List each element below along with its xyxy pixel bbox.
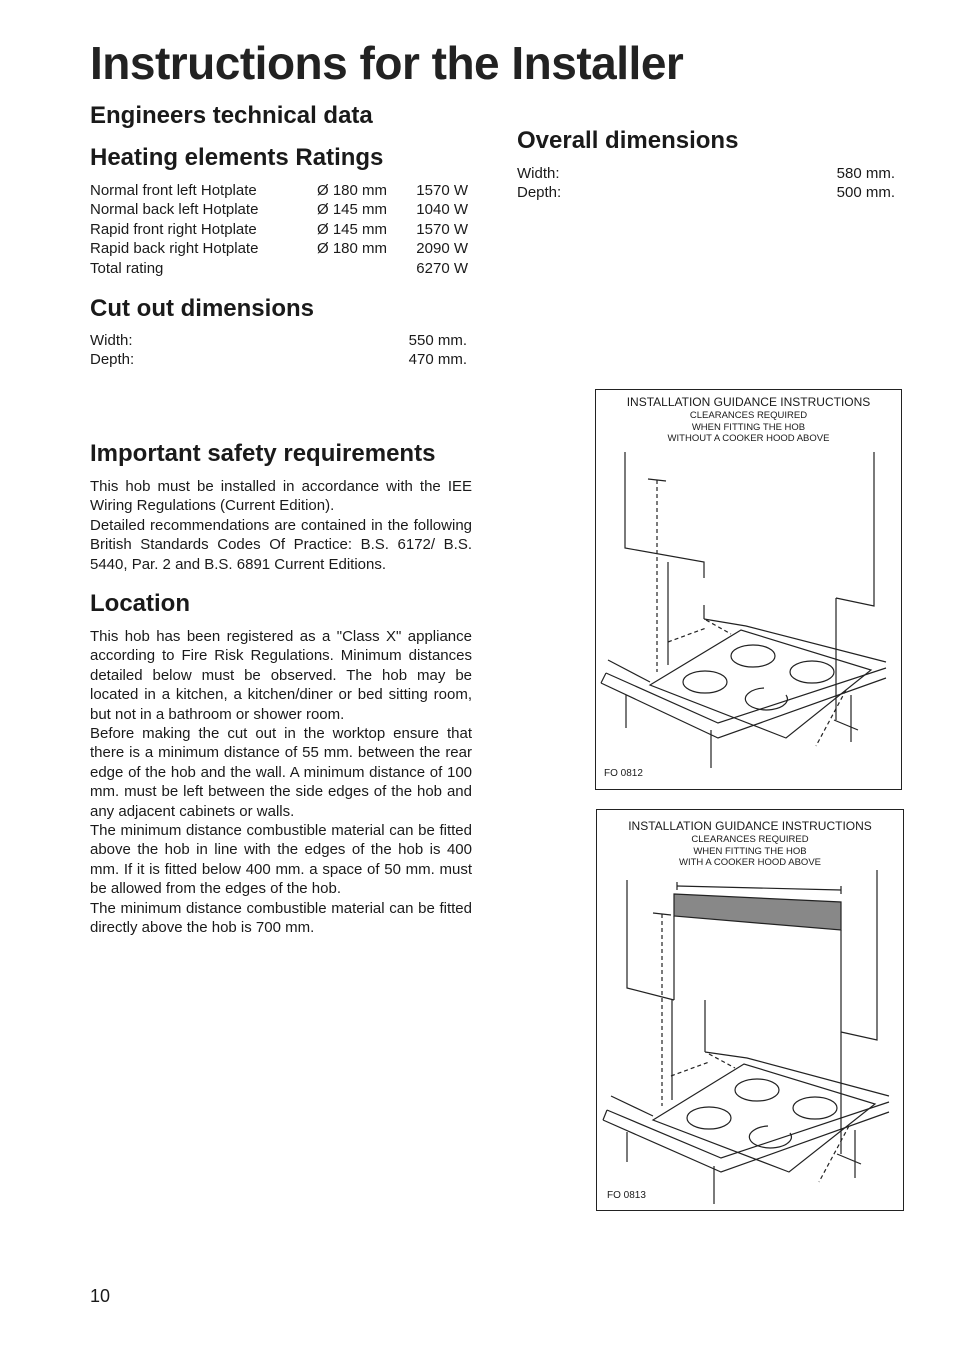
figure-subtitle: WITH A COOKER HOOD ABOVE (679, 857, 821, 868)
ratings-heading: Heating elements Ratings (90, 144, 384, 171)
cutout-row-depth (90, 350, 467, 369)
ratings-row (90, 220, 468, 239)
cutout-heading: Cut out dimensions (90, 295, 314, 322)
ratings-row-total (90, 259, 468, 278)
ratings-power: 1570 W (416, 182, 468, 199)
ratings-diameter: Ø 145 mm (317, 220, 388, 238)
location-heading: Location (90, 590, 190, 617)
figure-title: INSTALLATION GUIDANCE INSTRUCTIONS (628, 819, 872, 833)
ratings-power: 1570 W (416, 220, 468, 238)
cutout-row-width (90, 331, 467, 350)
figure-code: FO 0813 (607, 1190, 646, 1201)
cutout-label: Depth: (90, 351, 135, 369)
figure-subtitle: CLEARANCES REQUIRED (691, 834, 809, 845)
figure-subtitle: WHEN FITTING THE HOB (693, 845, 807, 857)
ratings-name: Rapid back right Hotplate (90, 240, 259, 258)
ratings-name: Normal front left Hotplate (90, 182, 257, 199)
cutout-label: Width: (90, 332, 133, 349)
engineers-heading: Engineers technical data (90, 102, 373, 129)
figure-without-hood (595, 389, 902, 790)
figure-with-hood (596, 809, 904, 1211)
figure-subtitle: CLEARANCES REQUIRED (689, 410, 808, 421)
hob-diagram-with-hood (597, 810, 902, 1209)
location-paragraph: The minimum distance combustible material can be fitted above the hob in line with the edges of the hob is 400 mm. If it is fitted below 400 mm. a space of 50 mm. must be allowed from the edges of the hob. (90, 822, 472, 898)
ratings-diameter: Ø 180 mm (317, 240, 388, 258)
ratings-name: Rapid front right Hotplate (90, 220, 257, 238)
ratings-diameter: Ø 180 mm (317, 182, 388, 199)
page-title: Instructions for the Installer (90, 37, 684, 89)
figure-title: INSTALLATION GUIDANCE INSTRUCTIONS (626, 395, 871, 409)
safety-heading: Important safety requirements (90, 440, 436, 467)
location-paragraph: The minimum distance combustible material can be fitted directly above the hob is 700 mm. (90, 899, 472, 937)
location-paragraph: Before making the cut out in the worktop ensure that there is a minimum distance of 55 mm. between the rear edge of the hob and the wall. A minimum distance of 100 mm. must be left between the side edges of the hob and any adjacent cabinets or walls. (90, 725, 472, 820)
safety-text (90, 477, 472, 574)
figure-code: FO 0812 (604, 768, 643, 779)
ratings-name: Total rating (90, 259, 164, 277)
page-number: 10 (90, 1286, 111, 1306)
location-text (90, 627, 472, 938)
location-paragraph: This hob has been registered as a "Class X" appliance according to Fire Risk Regulations. Minimum distances detailed below must be observed. The hob may be located in a kitchen, a kitchen/diner or bed sitting room, but not in a bathroom or shower room. (90, 628, 472, 723)
safety-paragraph: This hob must be installed in accordance with the IEE Wiring Regulations (Current Edition). (90, 478, 472, 515)
overall-label: Width: (517, 165, 560, 182)
ratings-power: 2090 W (416, 240, 468, 258)
ratings-row (90, 181, 468, 200)
ratings-row (90, 239, 468, 258)
hob-diagram-without-hood (596, 390, 900, 788)
overall-row-depth (517, 183, 895, 202)
overall-value: 580 mm. (836, 165, 895, 182)
cutout-value: 550 mm. (408, 332, 467, 349)
ratings-power: 1040 W (416, 201, 468, 219)
figure-subtitle: WITHOUT A COOKER HOOD ABOVE (667, 433, 830, 444)
overall-heading: Overall dimensions (517, 127, 739, 154)
ratings-row (90, 200, 468, 219)
ratings-power: 6270 W (416, 259, 468, 277)
ratings-name: Normal back left Hotplate (90, 201, 259, 219)
safety-paragraph: Detailed recommendations are contained in the following British Standards Codes Of Practice: B.S. 6172/ B.S. 5440, Par. 2 and B.S. 6891 Current Editions. (90, 516, 472, 573)
overall-row-width (517, 164, 895, 183)
cutout-value: 470 mm. (408, 351, 467, 369)
figure-subtitle: WHEN FITTING THE HOB (691, 421, 806, 433)
ratings-diameter: Ø 145 mm (317, 201, 388, 219)
overall-label: Depth: (517, 184, 562, 202)
overall-value: 500 mm. (836, 184, 895, 202)
